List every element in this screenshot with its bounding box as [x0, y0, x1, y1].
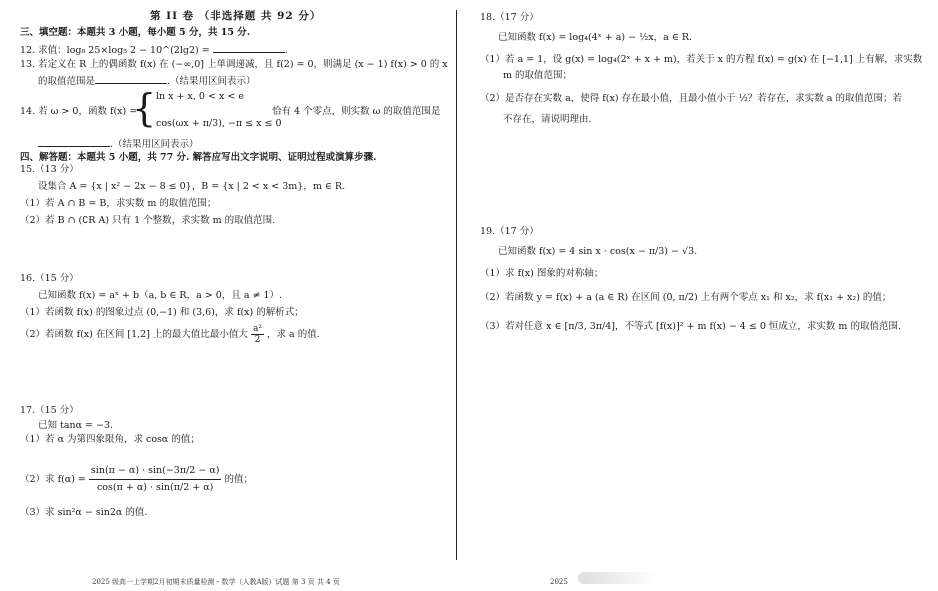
answer-blank-14 [38, 137, 110, 147]
question-18-label: 18.（17 分） [480, 12, 539, 23]
question-17-part2 [20, 463, 253, 496]
question-17-stem: 已知 tanα = −3. [38, 420, 114, 431]
question-19-label: 19.（17 分） [480, 226, 539, 237]
question-16-part2-end: ，求 a 的值. [266, 329, 320, 340]
question-17-part2-suffix: 的值； [224, 474, 253, 485]
footer-right: 2025 [550, 578, 568, 586]
question-14-case2: cos(ωx + π/3), −π ≤ x ≤ 0 [156, 118, 282, 129]
question-16-stem: 已知函数 f(x) = aˣ + b（a, b ∈ R，a > 0，且 a ≠ 1）. [38, 290, 283, 301]
question-18-stem: 已知函数 f(x) = log₄(4ˣ + a) − ½x，a ∈ R. [498, 32, 693, 43]
footer-left: 2025 级高一上学期2月初期末质量检测・数学（人教A版）试题 第 3 页 共 4 页 [92, 578, 340, 586]
question-16-label: 16.（15 分） [20, 273, 79, 284]
piecewise-brace: { [132, 86, 157, 130]
question-17-part3: （3）求 sin²α − sin2α 的值. [20, 507, 148, 518]
fraction-numerator: a² [252, 324, 262, 334]
question-19-part1: （1）求 f(x) 图象的对称轴； [480, 268, 604, 279]
question-13-text: 的取值范围是 [38, 76, 96, 87]
question-16-part2-text: （2）若函数 f(x) 在区间 [1,2] 上的最大值比最小值大 [20, 329, 248, 340]
question-14-case1: ln x + x, 0 < x < e [156, 91, 244, 102]
question-12-text: 12. 求值：log₈ 25×log₅ 2 − 10^(2lg2) = [20, 45, 213, 56]
question-19-part2: （2）若函数 y = f(x) + a (a ∈ R) 在区间 (0, π/2) 上有两个零点 x₁ 和 x₂，求 f(x₁ + x₂) 的值； [480, 292, 892, 303]
question-18-part1-line1: （1）若 a = 1，设 g(x) = log₄(2ˣ + x + m)，若关于 x 的方程 f(x) = g(x) 在 [−1,1] 上有解，求实数 [480, 54, 923, 65]
scan-smudge [578, 572, 658, 584]
right-column [470, 0, 938, 591]
fraction-denominator: cos(π + α) · sin(π/2 + α) [96, 482, 214, 493]
solve-heading: 四、解答题：本题共 5 小题，共 77 分. 解答应写出文字说明、证明过程或演算步骤. [20, 152, 377, 163]
question-15-stem: 设集合 A = {x | x² − 2x − 8 ≤ 0}，B = {x | 2 < x < 3m}，m ∈ R. [38, 181, 346, 192]
column-divider [456, 10, 457, 560]
question-15-part2: （2）若 B ∩ (∁R A) 只有 1 个整数，求实数 m 的取值范围. [20, 215, 276, 226]
question-14-prefix: 14. 若 ω > 0，函数 f(x) = [20, 106, 138, 117]
question-17-fraction [89, 463, 222, 496]
fraction-denominator: 2 [254, 335, 261, 345]
question-12: 12. 求值：log₈ 25×log₅ 2 − 10^(2lg2) = . [20, 45, 288, 56]
question-15-part1: （1）若 A ∩ B = B，求实数 m 的取值范围； [20, 198, 217, 209]
question-14-note: .（结果用区间表示） [110, 139, 199, 150]
question-16-fraction [251, 324, 264, 345]
question-18-part2-line2: 不存在，请说明理由. [503, 114, 592, 125]
answer-blank-13 [95, 74, 167, 84]
question-17-part2-prefix: （2）求 f(α) = [20, 474, 86, 485]
answer-blank-12 [213, 43, 285, 53]
question-19-part3: （3）若对任意 x ∈ [π/3, 3π/4]，不等式 [f(x)]² + m f(x) − 4 ≤ 0 恒成立，求实数 m 的取值范围. [480, 321, 901, 332]
question-15-label: 15.（13 分） [20, 164, 79, 175]
question-17-label: 17.（15 分） [20, 405, 79, 416]
question-14-suffix: 恰有 4 个零点，则实数 ω 的取值范围是 [272, 106, 441, 117]
question-13-line1: 13. 若定义在 R 上的偶函数 f(x) 在 (−∞,0] 上单调递减，且 f(2) = 0，则满足 (x − 1) f(x) > 0 的 x [20, 59, 448, 70]
question-13-note: .（结果用区间表示） [167, 76, 256, 87]
fraction-numerator: sin(π − α) · sin(−3π/2 − α) [89, 463, 222, 480]
section-header: 第 II 卷 （非选择题 共 92 分） [150, 10, 322, 22]
question-19-stem: 已知函数 f(x) = 4 sin x · cos(x − π/3) − √3. [498, 246, 698, 257]
question-18-part2-line1: （2）是否存在实数 a，使得 f(x) 存在最小值，且最小值小于 ½？若存在，求实数 a 的取值范围；若 [480, 93, 902, 104]
question-16-part1: （1）若函数 f(x) 的图象过点 (0,−1) 和 (3,6)，求 f(x) 的解析式； [20, 307, 304, 318]
fill-in-heading: 三、填空题：本题共 3 小题，每小题 5 分，共 15 分. [20, 27, 251, 38]
question-14-line2 [38, 137, 199, 151]
left-column [0, 0, 455, 591]
question-16-part2 [20, 324, 320, 345]
question-18-part1-line2: m 的取值范围； [503, 70, 573, 81]
question-17-part1: （1）若 α 为第四象限角，求 cosα 的值； [20, 434, 200, 445]
